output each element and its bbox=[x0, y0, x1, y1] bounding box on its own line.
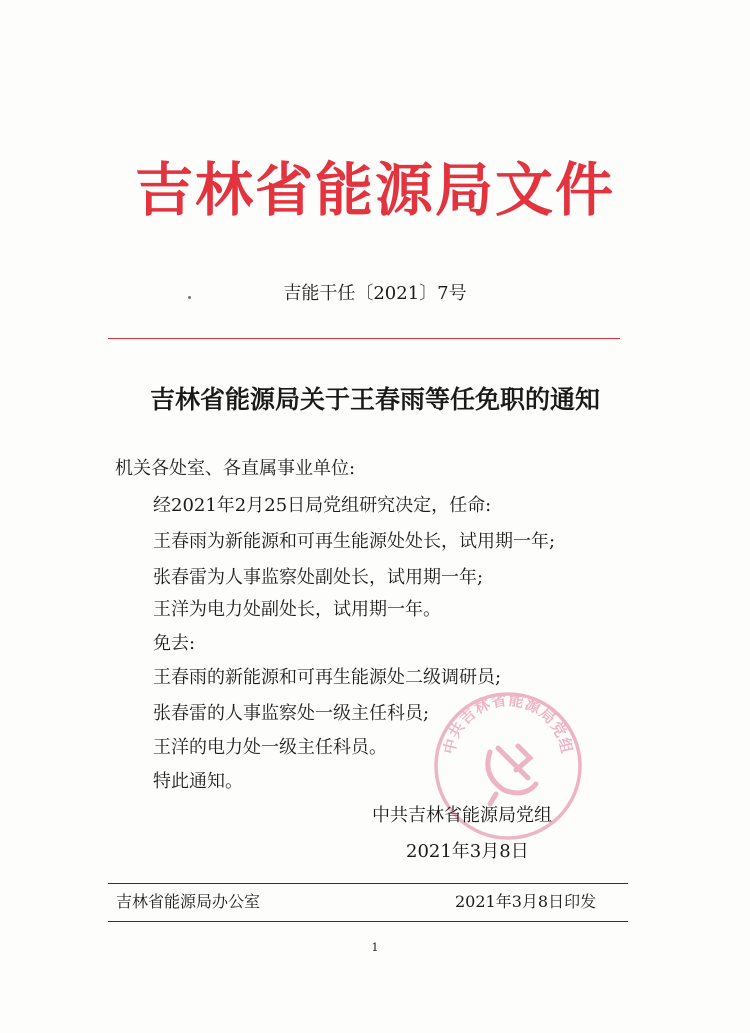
appointment-line: 王春雨为新能源和可再生能源处处长，试用期一年; bbox=[153, 531, 556, 552]
footer-print-date: 2021年3月8日印发 bbox=[455, 892, 597, 911]
appointment-line: 张春雷为人事监察处副处长，试用期一年; bbox=[153, 567, 484, 588]
seal-text: 中共吉林省能源局党组 bbox=[439, 690, 577, 756]
removal-line: 王春雨的新能源和可再生能源处二级调研员; bbox=[153, 667, 502, 688]
appointment-line: 王洋为电力处副处长，试用期一年。 bbox=[153, 599, 441, 620]
removal-line: 王洋的电力处一级主任科员。 bbox=[153, 737, 387, 758]
svg-text:中共吉林省能源局党组 bbox=[440, 691, 576, 756]
addressee-line: 机关各处室、各直属事业单位: bbox=[115, 458, 356, 479]
red-separator-rule bbox=[108, 338, 620, 339]
document-number: 吉能干任〔2021〕7号 bbox=[283, 283, 467, 304]
removal-line: 张春雷的人事监察处一级主任科员; bbox=[153, 703, 430, 724]
decision-line: 经2021年2月25日局党组研究决定，任命: bbox=[153, 495, 492, 516]
scan-speck bbox=[188, 296, 191, 299]
closing-line: 特此通知。 bbox=[153, 771, 243, 792]
footer-top-rule bbox=[108, 883, 628, 884]
page-number: 1 bbox=[371, 941, 379, 954]
signing-date: 2021年3月8日 bbox=[406, 841, 529, 862]
footer-issuer: 吉林省能源局办公室 bbox=[116, 892, 261, 911]
footer-bottom-rule bbox=[108, 921, 628, 922]
removal-heading: 免去: bbox=[153, 633, 196, 654]
notice-title: 吉林省能源局关于王春雨等任免职的通知 bbox=[149, 385, 600, 414]
document-masthead: 吉林省能源局文件 bbox=[134, 156, 615, 224]
signing-organization: 中共吉林省能源局党组 bbox=[372, 805, 552, 826]
